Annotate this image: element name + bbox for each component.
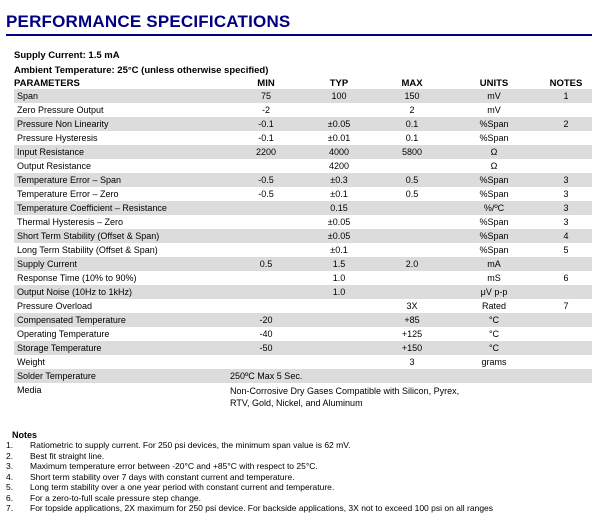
cell-min: -0.5 [258, 189, 274, 199]
cell-max: 2.0 [376, 257, 448, 271]
cell-min: -40 [259, 329, 273, 339]
cell-parameter: Pressure Hysteresis [17, 133, 98, 143]
cell-units: mV [448, 89, 540, 103]
header-max: MAX [401, 78, 423, 89]
cell-notes: 6 [563, 273, 569, 283]
media-line-2: RTV, Gold, Nickel, and Aluminum [230, 398, 363, 408]
cell-typ: ±0.01 [327, 133, 351, 143]
cell-parameter: Long Term Stability (Offset & Span) [17, 245, 158, 255]
cell-notes [540, 103, 592, 117]
cell-typ: ±0.05 [327, 217, 351, 227]
cell-parameter: Response Time (10% to 90%) [17, 273, 137, 283]
table-row-15 [14, 285, 592, 299]
note-number: 2. [6, 450, 14, 461]
cell-units: %/ºC [448, 201, 540, 215]
cell-typ: ±0.3 [302, 173, 376, 187]
cell-typ [302, 313, 376, 327]
cell-typ: 4000 [302, 145, 376, 159]
table-row-16 [14, 299, 592, 313]
cell-parameter: Operating Temperature [17, 329, 110, 339]
specifications-table [14, 78, 592, 413]
note-number: 7. [6, 503, 14, 513]
cell-min [230, 271, 302, 285]
cell-parameter: Compensated Temperature [14, 313, 230, 327]
cell-notes: 3 [540, 173, 592, 187]
cell-notes [540, 313, 592, 327]
cell-units: %Span [448, 229, 540, 243]
cell-notes [540, 159, 592, 173]
cell-min [230, 229, 302, 243]
title-divider [6, 34, 592, 36]
table-row-20 [14, 355, 592, 369]
media-line-1: Non-Corrosive Dry Gases Compatible with Silicon, Pyrex, [230, 386, 460, 396]
table-row-1 [14, 89, 592, 103]
cell-parameter: Solder Temperature [14, 369, 230, 383]
cell-max [376, 201, 448, 215]
cell-min [230, 215, 302, 229]
note-number: 5. [6, 482, 14, 492]
cell-min [230, 243, 302, 257]
cell-typ [302, 299, 376, 313]
cell-notes [540, 285, 592, 299]
cell-units: %Span [479, 133, 509, 143]
cell-min [230, 201, 302, 215]
cell-notes [540, 145, 592, 159]
cell-units: %Span [479, 217, 509, 227]
cell-max: 0.5 [405, 189, 419, 199]
cell-max: 0.1 [405, 133, 419, 143]
cell-typ: ±0.05 [302, 117, 376, 131]
cell-max: 150 [376, 89, 448, 103]
table-row-13 [14, 257, 592, 271]
cell-units: Rated [481, 301, 507, 311]
note-text: Best fit straight line. [30, 450, 105, 461]
cell-notes: 2 [540, 117, 592, 131]
table-row-5 [14, 145, 592, 159]
cell-min [230, 355, 302, 369]
cell-max [376, 271, 448, 285]
cell-min: 2200 [230, 145, 302, 159]
note-text: For topside applications, 2X maximum for 250 psi device. For backside applications, 3X not to exceed 100 psi on all ranges [30, 503, 494, 513]
note-number: 6. [6, 492, 14, 503]
cell-units: %Span [479, 189, 509, 199]
cell-parameter: Span [14, 89, 230, 103]
cell-notes [540, 355, 592, 369]
cell-typ [302, 103, 376, 117]
header-parameters: PARAMETERS [14, 78, 80, 89]
cell-parameter: Media [17, 385, 42, 395]
cell-min [230, 159, 302, 173]
cell-min [230, 285, 302, 299]
cell-notes: 3 [563, 217, 569, 227]
table-row-8 [14, 187, 592, 201]
cell-typ: ±0.05 [302, 229, 376, 243]
note-text: Maximum temperature error between -20°C and +85°C with respect to 25°C. [30, 461, 318, 471]
cell-typ [302, 327, 376, 341]
notes-list [6, 440, 596, 514]
header-units: UNITS [479, 78, 509, 89]
cell-units: °C [448, 313, 540, 327]
cell-typ: 4200 [328, 161, 350, 171]
cell-notes [540, 131, 592, 145]
table-row-3 [14, 117, 592, 131]
cell-parameter: Thermal Hysteresis – Zero [17, 217, 124, 227]
cell-max [376, 229, 448, 243]
note-text: For a zero-to-full scale pressure step change. [30, 492, 202, 503]
cell-notes: 3 [563, 189, 569, 199]
cell-typ: 1.0 [302, 285, 376, 299]
cell-units: mV [487, 105, 501, 115]
note-number: 4. [6, 471, 14, 482]
cell-parameter: Pressure Non Linearity [14, 117, 230, 131]
table-row-17 [14, 313, 592, 327]
cell-typ [302, 355, 376, 369]
cell-parameter: Output Resistance [17, 161, 92, 171]
cell-typ: 100 [302, 89, 376, 103]
cell-max: +150 [376, 341, 448, 355]
table-header-row [14, 78, 592, 89]
note-item [6, 451, 596, 462]
cell-notes: 3 [540, 201, 592, 215]
cell-notes [540, 257, 592, 271]
table-row-19 [14, 341, 592, 355]
cell-notes [540, 341, 592, 355]
ambient-temperature-condition: Ambient Temperature: 25°C (unless otherwise specified) [14, 65, 269, 76]
note-text: Ratiometric to supply current. For 250 psi devices, the minimum span value is 62 mV. [30, 440, 351, 450]
cell-parameter: Pressure Overload [17, 301, 93, 311]
cell-min: -0.5 [230, 173, 302, 187]
solder-temperature-row [14, 369, 592, 383]
cell-parameter: Temperature Coefficient – Resistance [14, 201, 230, 215]
cell-units: %Span [479, 245, 509, 255]
header-notes: NOTES [549, 78, 583, 89]
table-row-11 [14, 229, 592, 243]
cell-min: -2 [261, 105, 270, 115]
cell-units: μV p-p [448, 285, 540, 299]
cell-typ: 0.15 [302, 201, 376, 215]
note-item [6, 472, 596, 483]
note-number: 3. [6, 461, 14, 471]
note-item [6, 461, 596, 472]
cell-parameter: Temperature Error – Span [14, 173, 230, 187]
supply-current-condition: Supply Current: 1.5 mA [14, 50, 120, 61]
cell-notes: 4 [540, 229, 592, 243]
media-row [14, 383, 592, 413]
table-row-6 [14, 159, 592, 173]
cell-min: -20 [230, 313, 302, 327]
table-row-12 [14, 243, 592, 257]
cell-typ: 1.0 [332, 273, 346, 283]
note-text: Long term stability over a one year period with constant current and temperature. [30, 482, 335, 492]
cell-typ: ±0.1 [330, 245, 348, 255]
note-item [6, 493, 596, 504]
note-item [6, 440, 596, 451]
notes-section [6, 430, 596, 514]
cell-max: 3 [409, 357, 415, 367]
table-row-2 [14, 103, 592, 117]
cell-max [376, 285, 448, 299]
cell-units: %Span [448, 117, 540, 131]
cell-max: 0.1 [376, 117, 448, 131]
notes-title: Notes [12, 430, 38, 440]
header-min: MIN [257, 78, 275, 89]
cell-parameter: Short Term Stability (Offset & Span) [14, 229, 230, 243]
cell-max [376, 243, 448, 257]
cell-units: Ω [448, 145, 540, 159]
table-row-18 [14, 327, 592, 341]
cell-typ [302, 341, 376, 355]
cell-max: 0.5 [376, 173, 448, 187]
cell-min: -50 [230, 341, 302, 355]
page-title: PERFORMANCE SPECIFICATIONS [6, 12, 291, 31]
cell-min: 75 [230, 89, 302, 103]
note-text: Short term stability over 7 days with constant current and temperature. [30, 471, 295, 482]
cell-parameter: Zero Pressure Output [17, 105, 104, 115]
cell-notes [540, 327, 592, 341]
cell-parameter: Output Noise (10Hz to 1kHz) [14, 285, 230, 299]
cell-min: -0.1 [230, 117, 302, 131]
header-typ: TYP [329, 78, 349, 89]
cell-units: Ω [490, 161, 498, 171]
cell-min: 0.5 [230, 257, 302, 271]
cell-units: grams [481, 357, 507, 367]
table-row-9 [14, 201, 592, 215]
table-row-10 [14, 215, 592, 229]
cell-min: -0.1 [258, 133, 274, 143]
cell-typ: 1.5 [302, 257, 376, 271]
cell-units: °C [488, 329, 500, 339]
cell-min [230, 299, 302, 313]
cell-notes: 5 [563, 245, 569, 255]
cell-notes: 7 [563, 301, 569, 311]
cell-parameter: Temperature Error – Zero [17, 189, 119, 199]
cell-parameter: Weight [17, 357, 45, 367]
cell-units: °C [448, 341, 540, 355]
cell-typ: ±0.1 [330, 189, 348, 199]
cell-max: 3X [406, 301, 418, 311]
note-item [6, 503, 596, 514]
media-value [230, 383, 592, 413]
cell-units: %Span [448, 173, 540, 187]
cell-max [376, 215, 448, 229]
cell-parameter: Supply Current [14, 257, 230, 271]
cell-max [376, 159, 448, 173]
cell-max: 2 [409, 105, 415, 115]
note-item [6, 482, 596, 493]
table-row-7 [14, 173, 592, 187]
note-number: 1. [6, 440, 14, 450]
cell-units: mA [448, 257, 540, 271]
cell-notes: 1 [540, 89, 592, 103]
table-row-4 [14, 131, 592, 145]
cell-parameter: Storage Temperature [14, 341, 230, 355]
cell-parameter: Input Resistance [14, 145, 230, 159]
cell-max: +125 [401, 329, 423, 339]
cell-max: 5800 [376, 145, 448, 159]
table-row-14 [14, 271, 592, 285]
solder-temperature-value: 250ºC Max 5 Sec. [230, 369, 592, 383]
cell-max: +85 [376, 313, 448, 327]
cell-units: mS [487, 273, 501, 283]
